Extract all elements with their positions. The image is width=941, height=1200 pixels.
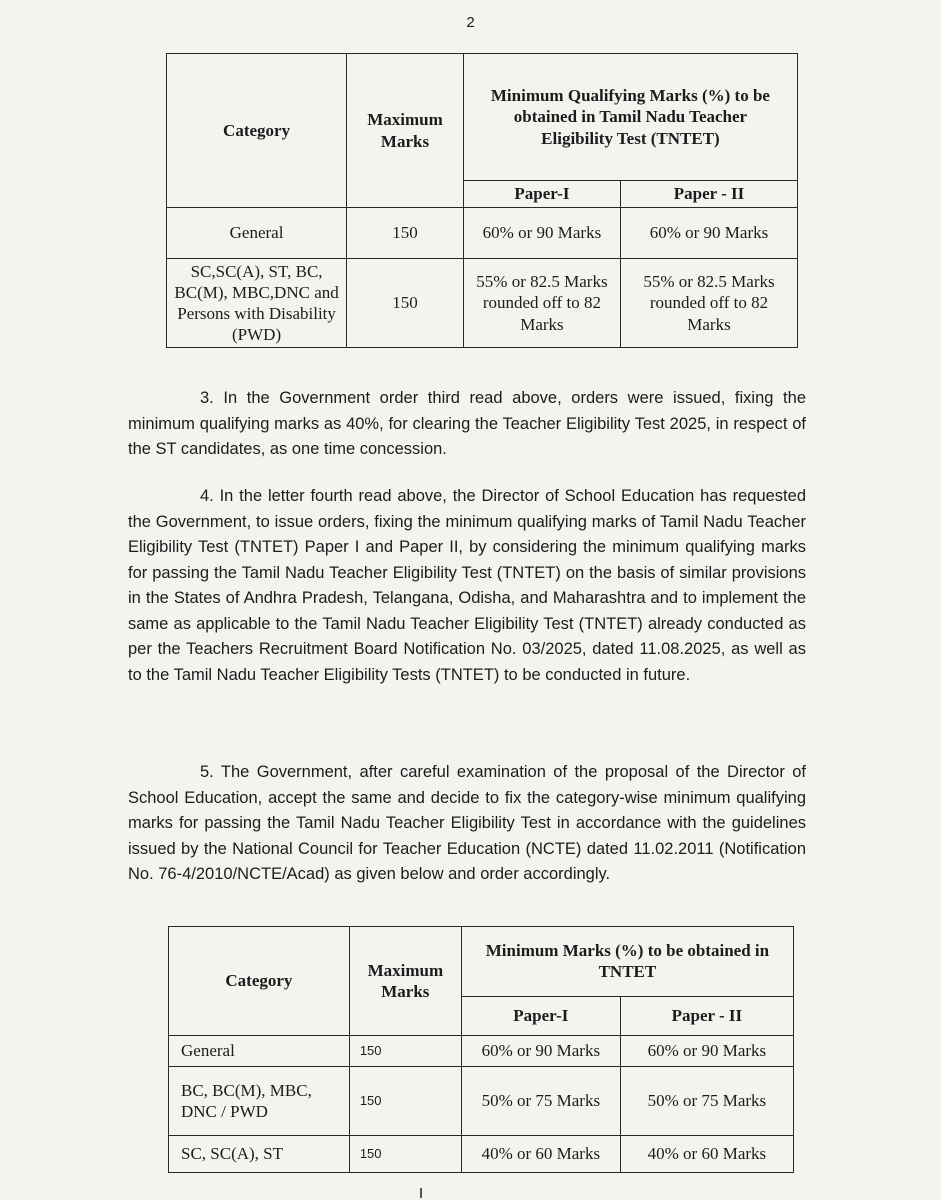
page-number: 2 <box>466 14 475 31</box>
cell-paper-2: 40% or 60 Marks <box>620 1136 793 1173</box>
header-category: Category <box>167 54 347 208</box>
table-row <box>167 259 798 348</box>
cell-paper-2: 60% or 90 Marks <box>621 208 798 259</box>
cell-category: SC,SC(A), ST, BC, BC(M), MBC,DNC and Persons with Disability (PWD) <box>167 259 347 348</box>
cell-max-marks: 150 <box>349 1136 461 1173</box>
header-category: Category <box>169 927 350 1036</box>
header-paper-1: Paper-I <box>463 181 620 208</box>
cell-category: General <box>169 1036 350 1067</box>
table-row <box>167 208 798 259</box>
paragraph-3: 3. In the Government order third read above, orders were issued, fixing the minimum qualifying marks as 40%, for clearing the Teacher Eligibility Test 2025, in respect of the ST candidates, as one time concession. <box>128 389 806 458</box>
qualifying-marks-table-new <box>168 926 794 1173</box>
header-paper-2: Paper - II <box>621 181 798 208</box>
cell-paper-1: 55% or 82.5 Marks rounded off to 82 Marks <box>463 259 620 348</box>
cell-paper-1: 50% or 75 Marks <box>461 1067 620 1136</box>
cell-category: BC, BC(M), MBC, DNC / PWD <box>169 1067 350 1136</box>
header-paper-1: Paper-I <box>461 996 620 1035</box>
cell-max-marks: 150 <box>347 208 464 259</box>
header-min-marks: Minimum Marks (%) to be obtained in TNTET <box>461 927 793 997</box>
cell-paper-1: 60% or 90 Marks <box>461 1036 620 1067</box>
qualifying-marks-table-old <box>166 53 798 348</box>
scan-mark <box>420 1188 422 1198</box>
cell-paper-1: 60% or 90 Marks <box>463 208 620 259</box>
header-min-qualifying-marks: Minimum Qualifying Marks (%) to be obtained in Tamil Nadu Teacher Eligibility Test (TNTET) <box>463 54 797 181</box>
table-row <box>169 1036 794 1067</box>
table-header-row <box>167 54 798 181</box>
cell-max-marks: 150 <box>347 259 464 348</box>
table-header-row <box>169 927 794 997</box>
header-maximum-marks: Maximum Marks <box>347 54 464 208</box>
table-row <box>169 1067 794 1136</box>
cell-max-marks: 150 <box>349 1067 461 1136</box>
cell-category: General <box>167 208 347 259</box>
paragraph-5: 5. The Government, after careful examination of the proposal of the Director of School Education, accept the same and decide to fix the category-wise minimum qualifying marks for passing the Tamil Nadu Teacher Eligibility Test in accordance with the guidelines issued by the National Council for Teacher Education (NCTE) dated 11.02.2011 (Notification No. 76-4/2010/NCTE/Acad) as given below and order accordingly. <box>128 763 806 883</box>
cell-paper-1: 40% or 60 Marks <box>461 1136 620 1173</box>
cell-paper-2: 55% or 82.5 Marks rounded off to 82 Marks <box>621 259 798 348</box>
cell-category: SC, SC(A), ST <box>169 1136 350 1173</box>
cell-paper-2: 50% or 75 Marks <box>620 1067 793 1136</box>
header-paper-2: Paper - II <box>620 996 793 1035</box>
header-maximum-marks: Maximum Marks <box>349 927 461 1036</box>
paragraph-4: 4. In the letter fourth read above, the Director of School Education has requested the Government, to issue orders, fixing the minimum qualifying marks of Tamil Nadu Teacher Eligibility Test (TNTET) Paper I and Paper II, by considering the minimum qualifying marks for passing the Tamil Nadu Teacher Eligibility Test (TNTET) on the basis of similar provisions in the States of Andhra Pradesh, Telangana, Odisha, and Maharashtra and to implement the same as applicable to the Tamil Nadu Teacher Eligibility Test (TNTET) already conducted as per the Teachers Recruitment Board Notification No. 03/2025, dated 11.08.2025, as well as to the Tamil Nadu Teacher Eligibility Tests (TNTET) to be conducted in future. <box>128 487 806 684</box>
cell-max-marks: 150 <box>349 1036 461 1067</box>
cell-paper-2: 60% or 90 Marks <box>620 1036 793 1067</box>
table-row <box>169 1136 794 1173</box>
